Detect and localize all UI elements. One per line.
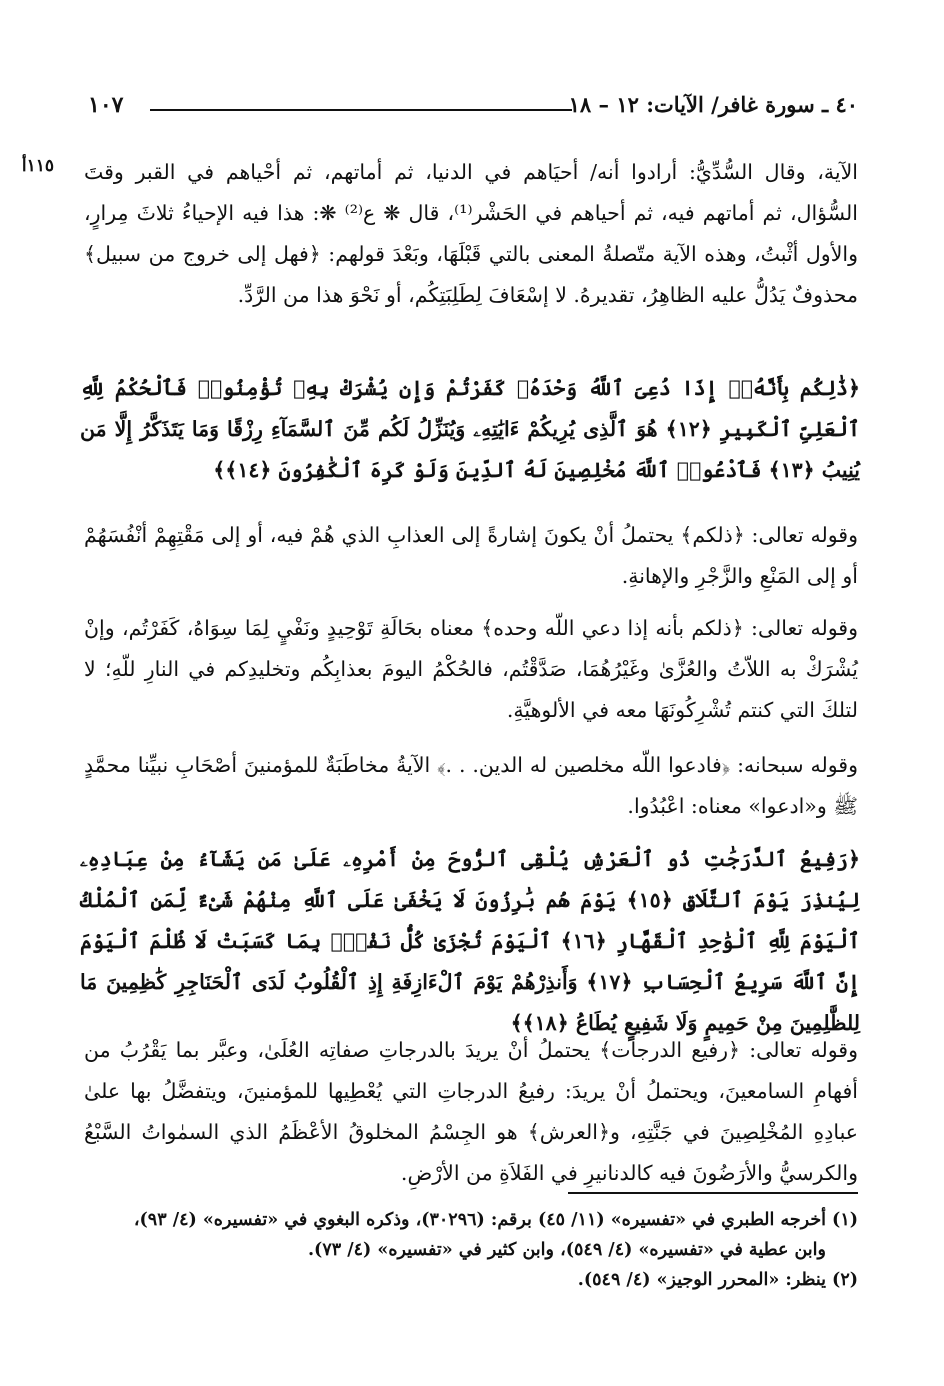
footnote-number: (١) [832,1210,858,1230]
footnote-line [84,1235,858,1265]
footnote-text: وابن عطية في «تفسيره» (٤/ ٥٤٩)، وابن كثير في «تفسيره» (٤/ ٧٣). [307,1240,826,1260]
commentary-paragraph: وقوله تعالى: ﴿ذلكم بأنه إذا دعي اللّه وحده﴾ معناه بحَالَةِ تَوْحِيدٍ ونَفْيٍ لِمَا سِوَاهُ، كَفَرْتُم، وإنْ يُشْرَكْ به اللاّتُ والعُزَّىٰ وغَيْرُهُمَا، صَدَّقْتُم، فالحُكْمُ اليومَ بعذابِكُم وتخليدِكم في النارِ للّهِ؛ لا لتلكَ التي كنتم تُشْرِكُونَهَا معه في الألوهيَّةِ. [84,616,858,722]
footnote-text: أخرجه الطبري في «تفسيره» (١١/ ٤٥) برقم: (٣٠٢٩٦)، وذكره البغوي في «تفسيره» (٤/ ٩٣)، [133,1210,826,1230]
quran-verse-block: ﴿رَفِيعُ ٱلدَّرَجَٰتِ ذُو ٱلْعَرْشِ يُلْقِى ٱلرُّوحَ مِنْ أَمْرِهِۦ عَلَىٰ مَن يَشَآءُ مِنْ عِبَادِهِۦ لِيُنذِرَ يَوْمَ ٱلتَّلَاقِ ﴿١٥﴾ يَوْمَ هُم بَٰرِزُونَ لَا يَخْفَىٰ عَلَى ٱللَّهِ مِنْهُمْ شَىْءٌ لِّمَنِ ٱلْمُلْكُ ٱلْيَوْمَ لِلَّهِ ٱلْوَٰحِدِ ٱلْقَهَّارِ ﴿١٦﴾ ٱلْيَوْمَ تُجْزَىٰ كُلُّ نَفْسٍۭ بِمَا كَسَبَتْ لَا ظُلْمَ ٱلْيَوْمَ إِنَّ ٱللَّهَ سَرِيعُ ٱلْحِسَابِ ﴿١٧﴾ وَأَنذِرْهُمْ يَوْمَ ٱلْءَازِفَةِ إِذِ ٱلْقُلُوبُ لَدَى ٱلْحَنَاجِرِ كَٰظِمِينَ مَا لِلظَّٰلِمِينَ مِنْ حَمِيمٍ وَلَا شَفِيعٍ يُطَاعُ ﴿١٨﴾﴾ [80,847,860,1035]
footnote-text: ينظر: «المحرر الوجيز» (٤/ ٥٤٩). [577,1270,826,1290]
commentary-paragraph: وقوله تعالى: ﴿ذلكم﴾ يحتملُ أنْ يكونَ إشارةً إلى العذابِ الذي هُمْ فيه، أو إلى مَقْتِهِمْ أنْفُسَهُمْ أو إلى المَنْعِ والزَّجْرِ والإهانةِ. [84,523,858,588]
page-header [88,92,858,126]
footnote-separator [568,1192,858,1194]
footnotes [84,1205,858,1295]
commentary-paragraph: وقوله سبحانه: ﴿فادعوا اللّه مخلصين له الدين. . .﴾ الآيةُ مخاطَبَةٌ للمؤمنينَ أصْحَابِ نبيِّنا محمَّدٍ ﷺ و«ادعوا» معناه: اعْبُدُوا. [84,753,858,818]
running-title: ٤٠ ـ سورة غافر/ الآيات: ١٢ – ١٨ [568,92,858,117]
footnote-number: (٢) [832,1270,858,1290]
page-number: ١٠٧ [88,92,124,118]
header-rule [150,109,572,111]
footnote-line [84,1265,858,1295]
commentary-paragraph: وقوله تعالى: ﴿رفيع الدرجات﴾ يحتملُ أنْ يريدَ بالدرجاتِ صفاتِه العُلَىٰ، وعبَّر بما يَقْرُبُ من أفهامِ السامعينَ، ويحتملُ أنْ يريدَ: رفيعُ الدرجاتِ التي يُعْطِيها للمؤمنينَ، ويتفضَّلُ بها علىٰ عبادِهِ المُخْلِصِينَ في جَنَّتِهِ، و﴿العرش﴾ هو الجِسْمُ المخلوقُ الأعْظَمُ الذي السمٰواتُ السَّبْعُ والكرسيُّ والأرَضُونَ فيه كالدنانيرِ في الفَلاَةِ من الأرْضِ. [84,1038,858,1185]
manuscript-folio-note: ١١٥أ [21,156,54,176]
footnote-line [84,1205,858,1235]
quran-verse-block: ﴿ذَٰلِكُم بِأَنَّهُۥٓ إِذَا دُعِىَ ٱللَّهُ وَحْدَهُۥ كَفَرْتُمْ وَإِن يُشْرَكْ بِهِۦ تُؤْمِنُوا۟ فَٱلْحُكْمُ لِلَّهِ ٱلْعَلِىِّ ٱلْكَبِيرِ ﴿١٢﴾ هُوَ ٱلَّذِى يُرِيكُمْ ءَايَٰتِهِۦ وَيُنَزِّلُ لَكُم مِّنَ ٱلسَّمَآءِ رِزْقًا وَمَا يَتَذَكَّرُ إِلَّا مَن يُنِيبُ ﴿١٣﴾ فَٱدْعُوا۟ ٱللَّهَ مُخْلِصِينَ لَهُ ٱلدِّينَ وَلَوْ كَرِهَ ٱلْكَٰفِرُونَ ﴿١٤﴾﴾ [80,376,860,482]
commentary-paragraph: الآية، وقال السُّدِّيُّ: أرادوا أنه/ أحيَاهم في الدنيا، ثم أماتهم، ثم أحْياهم في القبر وقتَ السُّؤال، ثم أماتهم فيه، ثم أحياهم في الحَشْر⁽¹⁾، قال ❋ ع⁽²⁾ ❋: هذا فيه الإحياءُ ثلاثَ مِرارٍ، والأول أثْبتُ، وهذه الآية متّصلةُ المعنى بالتي قَبْلَهَا، وبَعْدَ قولهم: ﴿فهل إلى خروج من سبيل﴾ محذوفٌ يَدُلُّ عليه الظاهِرُ، تقديرهُ. لا إسْعَافَ لِطَلِبَتِكُم، أو نَحْوَ هذا من الرَّدِّ. [84,160,858,307]
